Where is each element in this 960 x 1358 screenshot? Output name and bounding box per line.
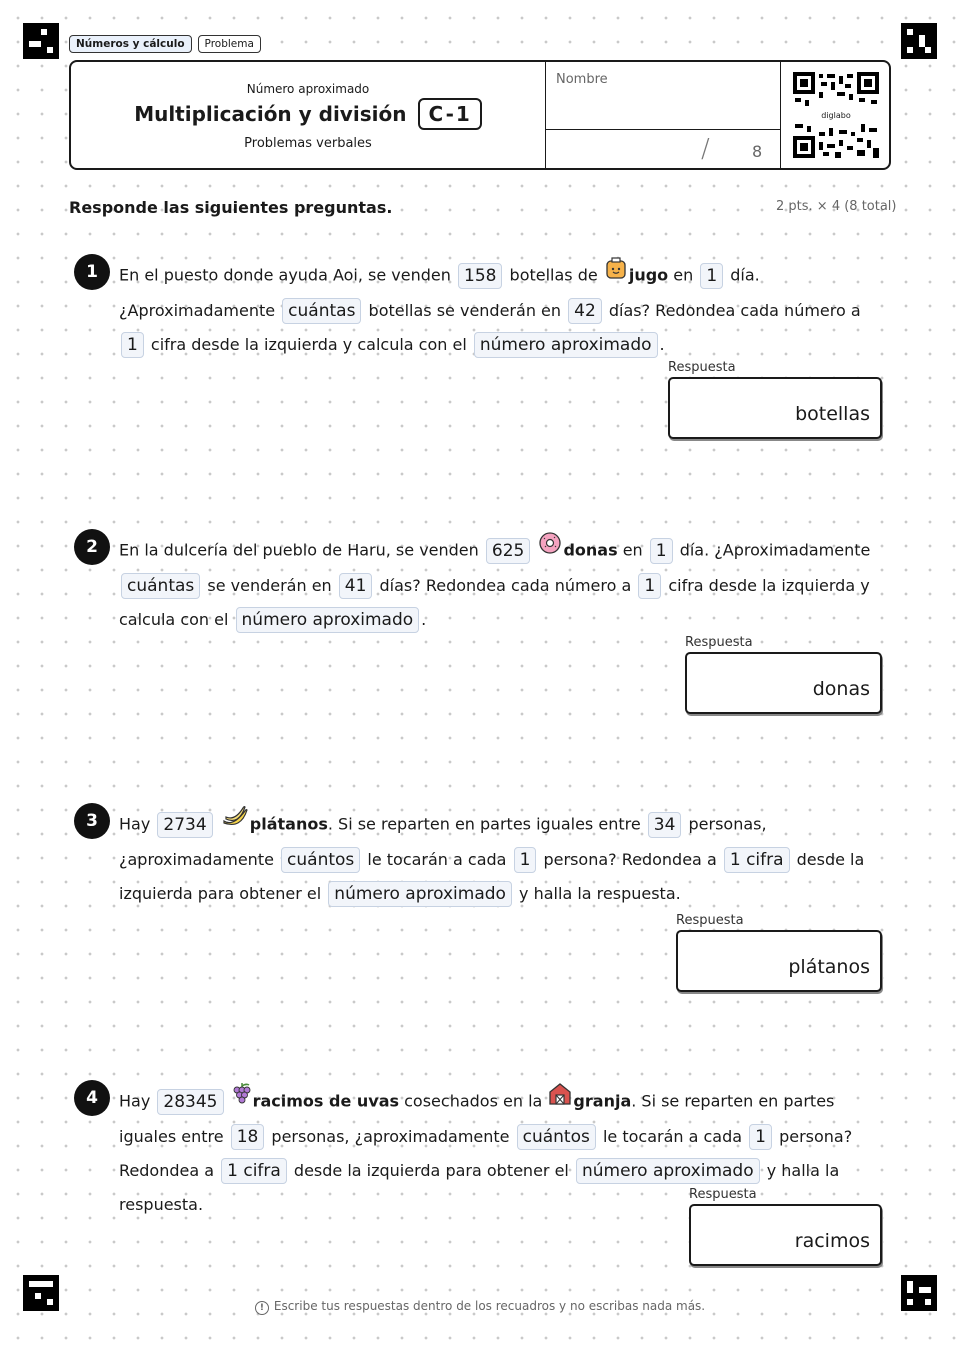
number-box: 2734 [157,812,212,838]
points-info: 2 pts. × 4 (8 total) [776,199,897,214]
keyword-box: número aproximado [474,332,658,358]
answer-unit: plátanos [788,956,870,978]
page-title: Multiplicación y división [134,102,407,126]
answer-box-1[interactable] [668,377,882,439]
footer-note [0,1299,960,1315]
number-box: 28345 [157,1089,223,1115]
item-name: plátanos [249,814,328,834]
text-segment: en [673,265,694,285]
donut-icon [538,531,562,567]
number-box: 41 [339,573,373,599]
score-max: 8 [752,142,763,161]
number-box: 18 [231,1124,265,1150]
header-subtitle-2: Problemas verbales [244,136,372,151]
keyword-box: número aproximado [576,1158,760,1184]
worksheet-header [69,60,891,170]
question-word-box: cuántas [282,298,361,324]
text-segment: personas, ¿aproximadamente [271,1127,510,1146]
text-segment: . Si se reparten en partes iguales entre [119,1091,835,1146]
number-box: 1 [514,847,537,873]
juice-icon [604,256,628,292]
question-word-box: cuántas [121,573,200,599]
item-name: donas [563,540,618,560]
tag-category: Números y cálculo [69,35,192,53]
qr-brand-label: diglabo [815,109,857,122]
number-box: 1 [638,573,661,599]
number-box: 625 [486,538,530,564]
title-row [71,98,545,130]
text-segment: persona? Redondea a [119,1127,853,1180]
item-name: racimos de uvas [252,1091,400,1111]
footer-text: Escribe tus respuestas dentro de los recuadros y no escribas nada más. [273,1299,706,1313]
text-segment: días? Redondea cada número a [608,301,861,320]
info-icon: ! [255,1301,269,1315]
barn-icon [548,1082,572,1118]
text-segment: cifra desde la izquierda y calcula con el [119,576,870,629]
name-divider [546,129,780,130]
text-segment: . Si se reparten en partes iguales entre [327,814,641,834]
text-segment: días? Redondea cada número a [379,576,632,595]
text-segment: desde la izquierda para obtener el [293,1161,569,1180]
number-box: 158 [458,263,502,289]
problem-number: 3 [74,803,110,839]
problem-number: 1 [74,254,110,290]
worksheet-code: C-1 [418,98,481,130]
text-segment: se venderán en [207,576,332,595]
problem-text [119,533,889,637]
answer-label: Respuesta [685,635,753,650]
text-segment: persona? Redondea a [543,850,717,869]
text-segment: . [421,610,427,629]
text-segment: En la dulcería del pueblo de Haru, se venden [119,540,479,560]
text-segment: desde la izquierda para obtener el [119,850,865,903]
problem-number: 2 [74,529,110,565]
text-segment: cosechados en la [404,1091,543,1111]
answer-unit: donas [812,678,870,700]
text-segment: botellas de [509,265,598,285]
text-segment: Hay [119,814,151,834]
text-segment: En el puesto donde ayuda Aoi, se venden [119,265,451,285]
problem-number: 4 [74,1080,110,1116]
text-segment: le tocarán a cada [602,1127,743,1146]
banana-icon [221,805,249,841]
text-segment: día. ¿Aproximadamente [119,265,760,320]
text-segment: en [622,540,643,560]
question-word-box: cuántos [517,1124,596,1150]
keyword-box: número aproximado [236,607,420,633]
instructions: Responde las siguientes preguntas. [69,198,393,217]
number-box: 1 [121,332,144,358]
answer-label: Respuesta [676,913,744,928]
number-box: 1 [700,263,723,289]
number-box: 34 [648,812,682,838]
name-label: Nombre [556,72,608,87]
text-segment: día. ¿Aproximadamente [679,540,871,560]
text-segment: Hay [119,1091,151,1111]
number-box: 1 [749,1124,772,1150]
number-box: 42 [568,298,602,324]
keyword-box: número aproximado [328,881,512,907]
answer-box-2[interactable] [685,652,882,714]
score-slash: / [701,134,710,164]
number-box: 1 [650,538,673,564]
item-name: jugo [628,265,669,285]
answer-label: Respuesta [668,360,736,375]
text-segment: y halla la respuesta. [119,1161,840,1214]
corner-marker-top-right [901,23,937,59]
answer-box-4[interactable] [689,1204,882,1266]
tag-type: Problema [198,35,261,53]
problem-text [119,258,889,362]
text-segment: y halla la respuesta. [519,884,681,903]
answer-box-3[interactable] [676,930,882,992]
answer-label: Respuesta [689,1187,757,1202]
grapes-icon [232,1082,252,1118]
problem-text [119,1084,889,1222]
text-segment: cifra desde la izquierda y calcula con el [150,335,467,354]
question-word-box: cuántos [281,847,360,873]
text-segment: . [659,335,665,354]
problem-text [119,807,889,911]
text-segment: personas, ¿aproximadamente [119,814,767,869]
answer-unit: racimos [794,1230,870,1252]
item-name: granja [573,1091,632,1111]
corner-marker-top-left [23,23,59,59]
header-subtitle: Número aproximado [246,82,370,96]
name-score-block [545,62,781,168]
qr-code-icon [793,72,879,158]
text-segment: le tocarán a cada [367,850,507,869]
title-block [71,62,545,168]
text-segment: botellas se venderán en [368,301,562,320]
category-tags [69,35,261,53]
digit-box: 1 cifra [221,1158,287,1184]
digit-box: 1 cifra [724,847,790,873]
answer-unit: botellas [795,403,870,425]
